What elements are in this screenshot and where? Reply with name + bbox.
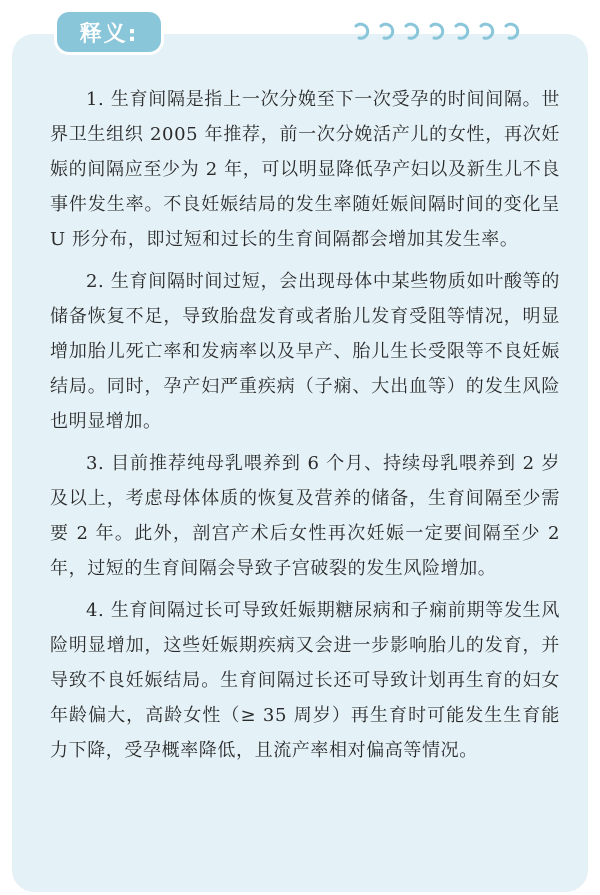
explanation-body — [50, 82, 560, 775]
binder-ring-icon — [352, 20, 372, 42]
paragraph-4: 4. 生育间隔过长可导致妊娠期糖尿病和子痫前期等发生风险明显增加，这些妊娠期疾病又会进一步影响胎儿的发育，并导致不良妊娠结局。生育间隔过长还可导致计划再生育的妇女年龄偏大，高龄女性（≥ 35 周岁）再生育时可能发生生育能力下降，受孕概率降低，且流产率相对偏高等情况。 — [50, 600, 560, 761]
paragraph-1: 1. 生育间隔是指上一次分娩至下一次受孕的时间间隔。世界卫生组织 2005 年推荐，前一次分娩活产儿的女性，再次妊娠的间隔应至少为 2 年，可以明显降低孕产妇以及新生儿不良事件发生率。不良妊娠结局的发生率随妊娠间隔时间的变化呈 U 形分布，即过短和过长的生育间隔都会增加其发生率。 — [50, 89, 560, 250]
paragraph-3: 3. 目前推荐纯母乳喂养到 6 个月、持续母乳喂养到 2 岁及以上，考虑母体体质的恢复及营养的储备，生育间隔至少需要 2 年。此外，剖宫产术后女性再次妊娠一定要间隔至少 2 年，过短的生育间隔会导致子宫破裂的发生风险增加。 — [50, 453, 560, 579]
binder-ring-icon — [477, 20, 497, 42]
binder-ring-icon — [452, 20, 472, 42]
binder-ring-icon — [427, 20, 447, 42]
binder-ring-icon — [377, 20, 397, 42]
binder-rings — [352, 20, 522, 42]
paragraph-2: 2. 生育间隔时间过短，会出现母体中某些物质如叶酸等的储备恢复不足，导致胎盘发育或者胎儿发育受阻等情况，明显增加胎儿死亡率和发病率以及早产、胎儿生长受限等不良妊娠结局。同时，孕产妇严重疾病（子痫、大出血等）的发生风险也明显增加。 — [50, 271, 560, 432]
binder-ring-icon — [402, 20, 422, 42]
explanation-tag — [57, 12, 161, 52]
explanation-tag-label: 释义: — [79, 21, 139, 47]
binder-ring-icon — [502, 20, 522, 42]
